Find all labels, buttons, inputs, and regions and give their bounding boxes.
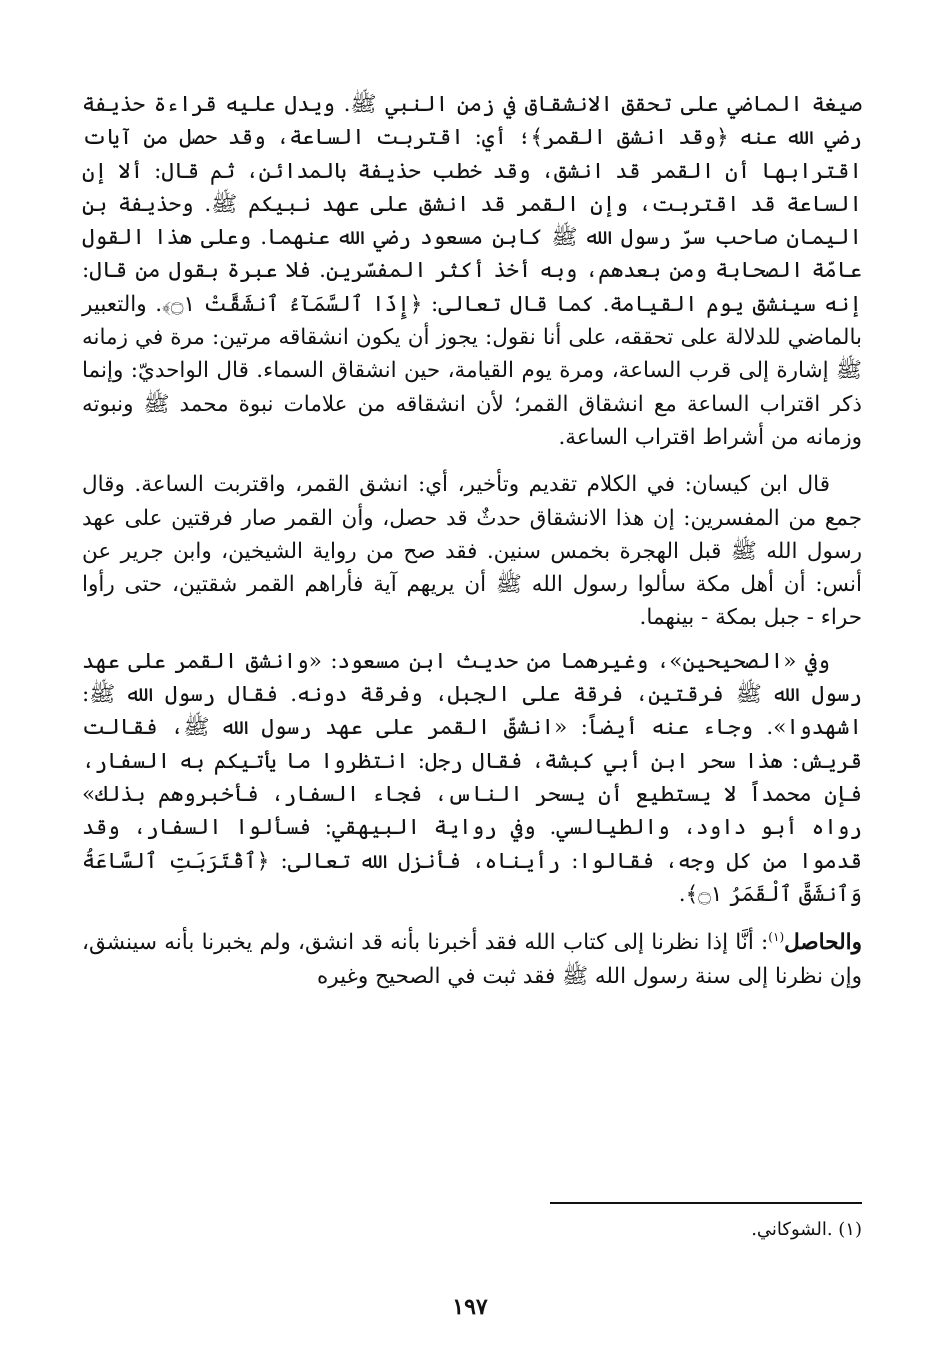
paragraph-lead-word: والحاصل [784,930,862,956]
paragraph: قال ابن كيسان: في الكلام تقديم وتأخير، أي: انشق القمر، واقتربت الساعة. وقال جمع من المفسرين: إن هذا الانشقاق حدثٌ قد حصل، وأن القمر صار فرقتين على عهد رسول الله ﷺ قبل الهجرة بخمس سنين. فقد صح من رواية الشيخين، وابن جرير عن أنس: أن أهل مكة سألوا رسول الله ﷺ أن يريهم آية فأراهم القمر شقتين، حتى رأوا حراء - جبل بمكة - بينهما. [82,472,862,631]
paragraph: وفي «الصحيحين»، وغيرهما من حديث ابن مسعود: «وانشق القمر على عهد رسول الله ﷺ فرقتين، فرقة على الجبل، وفرقة دونه. فقال رسول الله ﷺ: اشهدوا». وجاء عنه أيضاً: «انشقّ القمر على عهد رسول الله ﷺ، فقالت قريش: هذا سحر ابن أبي كبشة، فقال رجل: انتظروا ما يأتيكم به السفار، فإن محمداً لا يستطيع أن يسحر الناس، فجاء السفار، فأخبروهم بذلك» رواه أبو داود، والطيالسي. وفي رواية البيهقي: فسألوا السفار، وقد قدموا من كل وجه، فقالوا: رأيناه، فأنزل الله تعالى: ﴿ٱقْتَرَبَتِ ٱلسَّاعَةُ وَٱنشَقَّ ٱلْقَمَرُ ۝١﴾. [82,648,862,907]
footnote-separator [550,1202,862,1204]
paragraph [82,921,862,993]
paragraph-text: : أنَّا إذا نظرنا إلى كتاب الله فقد أخبرنا بأنه قد انشق، ولم يخبرنا بأنه سينشق، وإن نظرنا إلى سنة رسول الله ﷺ فقد ثبت في الصحيح وغيره [82,930,862,989]
paragraph: صيغة الماضي على تحقق الانشقاق في زمن النبي ﷺ. ويدل عليه قراءة حذيفة رضي الله عنه ﴿وقد انشق القمر﴾؛ أي: اقتربت الساعة، وقد حصل من آيات اقترابها أن القمر قد انشق، وقد خطب حذيفة بالمدائن، ثم قال: ألا إن الساعة قد اقتربت، وإن القمر قد انشق على عهد نبيكم ﷺ. وحذيفة بن اليمان صاحب سرّ رسول الله ﷺ كابن مسعود رضي الله عنهما. وعلى هذا القول عامّة الصحابة ومن بعدهم، وبه أخذ أكثر المفسّرين. فلا عبرة بقول من قال: إنه سينشق يوم القيامة. كما قال تعالى: ﴿إِذَا ٱلسَّمَآءُ ٱنشَقَّتْ ۝١﴾. والتعبير بالماضي للدلالة على تحققه، على أنا نقول: يجوز أن يكون انشقاقه مرتين: مرة في زمانه ﷺ إشارة إلى قرب الساعة، ومرة يوم القيامة، حين انشقاق السماء. قال الواحديّ: وإنما ذكر اقتراب الساعة مع انشقاق القمر؛ لأن انشقاقه من علامات نبوة محمد ﷺ ونبوته وزمانه من أشراط اقتراب الساعة. [82,92,862,450]
footnote-marker: (١) [768,930,785,945]
footnote: (١) .الشوكاني. [751,1219,862,1240]
page-body [82,88,862,993]
page-number: ١٩٧ [452,1294,488,1320]
